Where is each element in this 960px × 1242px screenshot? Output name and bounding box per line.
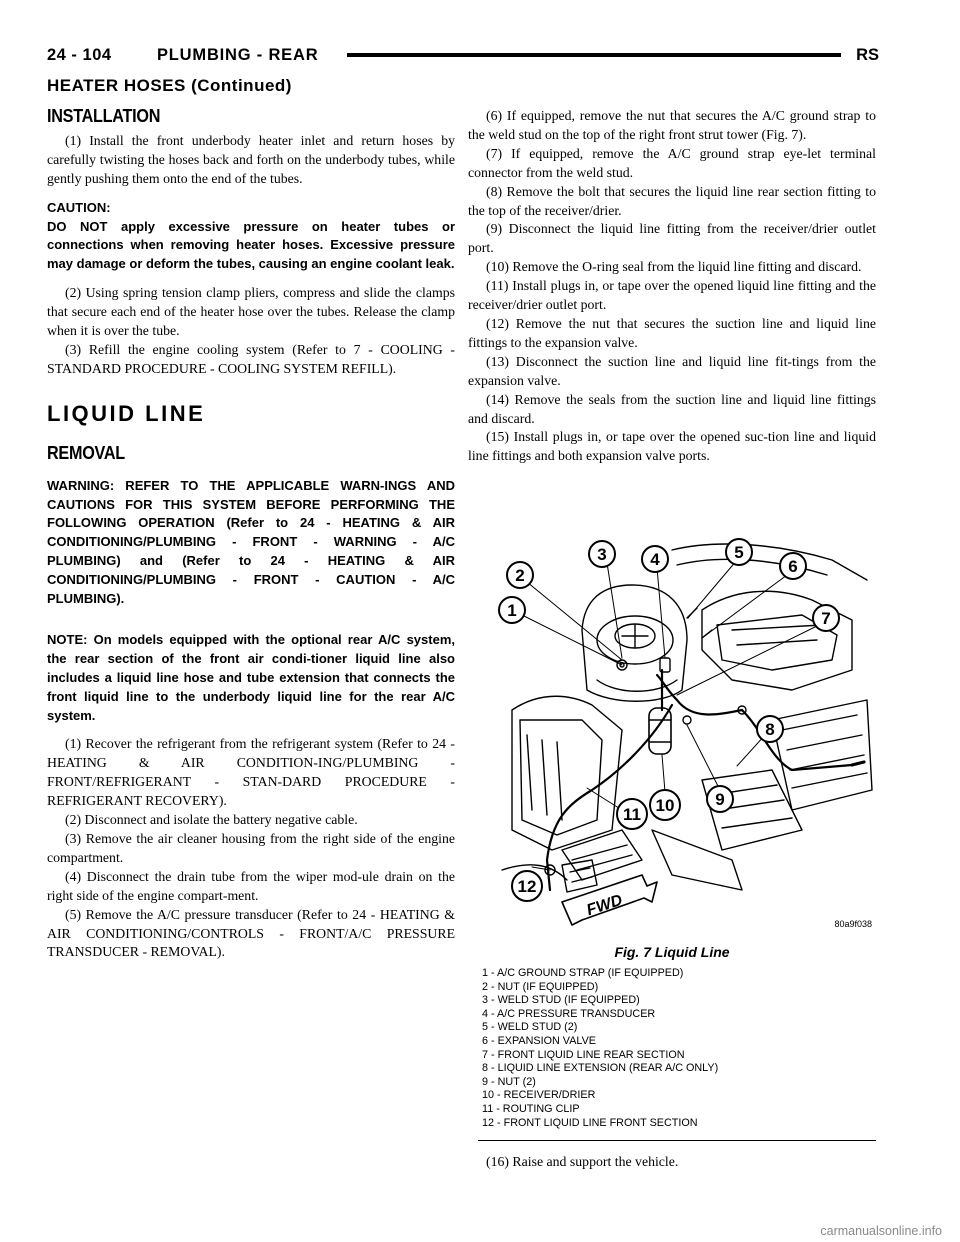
caution-text: CAUTION: DO NOT apply excessive pressure on heater tubes or connections when removing heater hoses. Excessive pressure may damage or deform the tubes, causing an engine coolant leak. [47, 199, 455, 272]
figure-legend [482, 967, 876, 1130]
svg-text:1: 1 [507, 601, 517, 620]
note-text: NOTE: On models equipped with the optional rear A/C system, the rear section of the front air condi-tioner liquid line also includes a liquid line hose and tube extension that connects the front liquid line to the underbody liquid line for the rear A/C system. [47, 631, 455, 723]
continued-heading: HEATER HOSES (Continued) [47, 76, 292, 95]
removal-step: (7) If equipped, remove the A/C ground strap eye-let terminal connector from the weld stud. [468, 145, 876, 180]
legend-item: 12 - FRONT LIQUID LINE FRONT SECTION [482, 1116, 698, 1129]
removal-step: (15) Install plugs in, or tape over the opened suc-tion line and liquid line fittings and both expansion valve ports. [468, 429, 876, 464]
callout-1 [499, 597, 525, 623]
callout-8 [757, 716, 783, 742]
page-header [47, 46, 879, 78]
legend-rule [478, 1140, 876, 1141]
legend-item: 4 - A/C PRESSURE TRANSDUCER [482, 1007, 656, 1020]
callout-2 [507, 562, 533, 588]
callout-6 [780, 553, 806, 579]
legend-item: 1 - A/C GROUND STRAP (IF EQUIPPED) [482, 967, 684, 979]
callout-3 [589, 541, 615, 567]
page-number: 24 - 104 [47, 46, 112, 64]
removal-step: (2) Disconnect and isolate the battery negative cable. [65, 812, 358, 828]
header-rule [347, 53, 841, 57]
removal-step: (8) Remove the bolt that secures the liquid line rear section fitting to the top of the receiver/drier. [468, 183, 876, 218]
installation-step-3: (3) Refill the engine cooling system (Refer to 7 - COOLING - STANDARD PROCEDURE - COOLING SYSTEM REFILL). [47, 341, 455, 376]
liquid-line-heading: LIQUID LINE [47, 400, 206, 426]
legend-item: 7 - FRONT LIQUID LINE REAR SECTION [482, 1048, 685, 1061]
legend-item: 8 - LIQUID LINE EXTENSION (REAR A/C ONLY) [482, 1062, 719, 1075]
removal-step: (14) Remove the seals from the suction line and liquid line fittings and discard. [468, 391, 876, 426]
legend-item: 3 - WELD STUD (IF EQUIPPED) [482, 994, 640, 1007]
fwd-label: FWD [584, 891, 625, 920]
installation-heading: INSTALLATION [47, 106, 161, 126]
image-code: 80a9f038 [834, 919, 872, 929]
legend-item: 10 - RECEIVER/DRIER [482, 1089, 596, 1102]
callout-10 [650, 790, 680, 820]
callout-5 [726, 539, 752, 565]
site-watermark[interactable]: carmanualsonline.info [820, 1224, 942, 1238]
removal-step: (3) Remove the air cleaner housing from the right side of the engine compartment. [47, 831, 455, 865]
removal-step: (10) Remove the O-ring seal from the liquid line fitting and discard. [486, 259, 862, 275]
removal-step: (1) Recover the refrigerant from the refrigerant system (Refer to 24 - HEATING & AIR CONDITION-ING/PLUMBING - FRONT/REFRIGERANT - STAN-DARD PROCEDURE - REFRIGERANT RECOVERY). [47, 736, 455, 809]
warning-text: WARNING: REFER TO THE APPLICABLE WARN-INGS AND CAUTIONS FOR THIS SYSTEM BEFORE PERFORMING THE FOLLOWING OPERATION (Refer to 24 - HEATING & AIR CONDITIONING/PLUMBING - FRONT - WARNING - A/C PLUMBING) and (Refer to 24 - HEATING & AIR CONDITIONING/PLUMBING - FRONT - CAUTION - A/C PLUMBING). [47, 477, 455, 607]
removal-step: (9) Disconnect the liquid line fitting from the receiver/drier outlet port. [468, 221, 876, 256]
removal-step-16: (16) Raise and support the vehicle. [486, 1154, 679, 1169]
removal-step: (12) Remove the nut that secures the suction line and liquid line fittings to the expansion valve. [468, 315, 876, 350]
svg-text:2: 2 [515, 566, 525, 585]
svg-text:5: 5 [734, 543, 744, 562]
liquid-line-figure [472, 530, 876, 936]
svg-text:6: 6 [788, 557, 798, 576]
removal-step: (13) Disconnect the suction line and liquid line fit-tings from the expansion valve. [468, 353, 876, 388]
svg-text:4: 4 [650, 550, 660, 569]
section-title: PLUMBING - REAR [157, 46, 319, 64]
svg-text:9: 9 [715, 790, 725, 809]
removal-step: (5) Remove the A/C pressure transducer (Refer to 24 - HEATING & AIR CONDITIONING/CONTROLS - FRONT/A/C PRESSURE TRANSDUCER - REMOVAL). [47, 906, 455, 960]
svg-text:12: 12 [517, 877, 537, 896]
engine-compartment-illustration [472, 530, 876, 936]
legend-item: 11 - ROUTING CLIP [482, 1102, 580, 1115]
removal-heading: REMOVAL [47, 442, 125, 463]
callout-4 [642, 546, 668, 572]
legend-item: 9 - NUT (2) [482, 1075, 536, 1088]
svg-text:11: 11 [623, 805, 641, 824]
legend-item: 6 - EXPANSION VALVE [482, 1034, 597, 1047]
right-column [468, 107, 876, 466]
svg-text:3: 3 [597, 545, 607, 564]
svg-text:7: 7 [821, 609, 831, 628]
installation-step-1: (1) Install the front underbody heater inlet and return hoses by carefully twisting the hoses back and forth on the underbody tubes, while gently pushing them onto the end of the tubes. [47, 132, 455, 186]
callout-7 [813, 605, 839, 631]
callout-9 [707, 786, 733, 812]
svg-text:8: 8 [765, 720, 775, 739]
svg-text:10: 10 [655, 796, 675, 815]
legend-item: 2 - NUT (IF EQUIPPED) [482, 980, 599, 993]
manual-code: RS [856, 46, 879, 64]
figure-caption: Fig. 7 Liquid Line [614, 944, 730, 960]
legend-item: 5 - WELD STUD (2) [482, 1021, 578, 1034]
installation-step-2: (2) Using spring tension clamp pliers, compress and slide the clamps that secure each end of the heater hose over the tubes. Release the clamp when it is over the tube. [47, 285, 455, 339]
removal-step: (4) Disconnect the drain tube from the wiper mod-ule drain on the right side of the engine compart-ment. [47, 868, 455, 903]
removal-step: (11) Install plugs in, or tape over the opened liquid line fitting and the receiver/drier outlet port. [468, 278, 876, 313]
callout-11 [617, 799, 647, 829]
left-column [47, 107, 455, 962]
removal-step: (6) If equipped, remove the nut that secures the A/C ground strap to the weld stud on the top of the right front strut tower (Fig. 7). [468, 108, 876, 142]
callout-12 [512, 871, 542, 901]
